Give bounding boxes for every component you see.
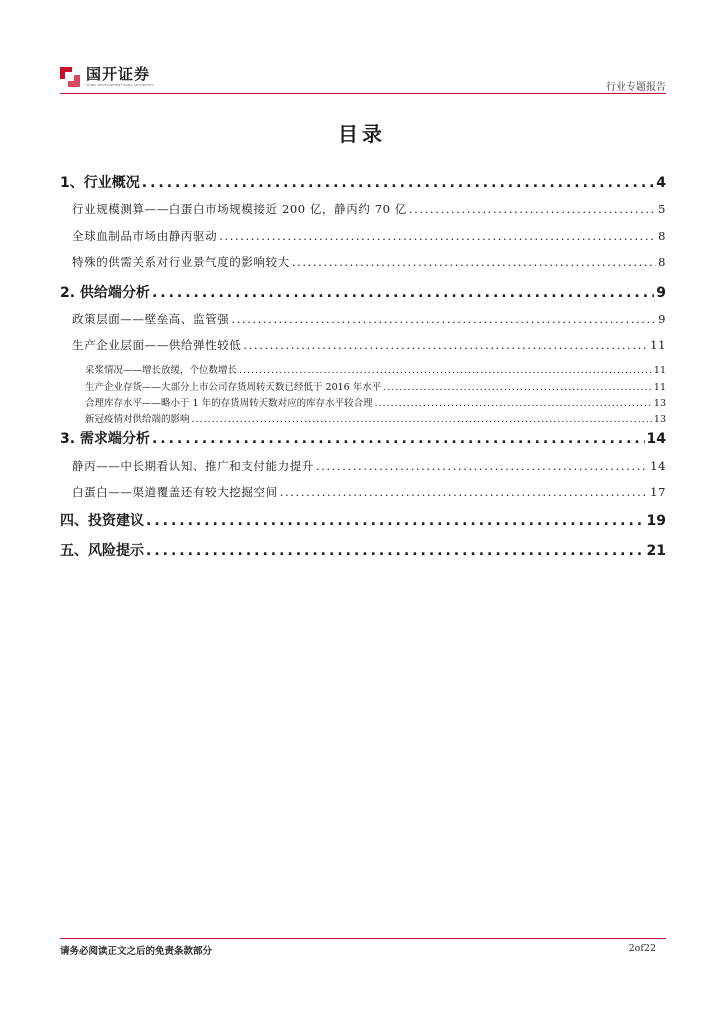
toc-entry-page: 13	[653, 414, 666, 425]
toc-entry-title: 静丙——中长期看认知、推广和支付能力提升	[72, 459, 314, 473]
toc-entry-level3[interactable]	[85, 411, 666, 425]
logo-english-name: CHINA DEVELOPMENT BANK SECURITIES	[86, 83, 154, 87]
toc-entry-title: 新冠疫情对供给端的影响	[85, 414, 190, 425]
toc-entry-page: 8	[658, 229, 666, 243]
toc-leader-dots	[280, 485, 648, 499]
toc-entry-page: 14	[646, 431, 666, 447]
toc-entry-page: 9	[656, 285, 666, 301]
report-type-label: 行业专题报告	[606, 82, 666, 93]
toc-entry-title: 生产企业存货——大部分上市公司存货周转天数已经低于 2016 年水平	[85, 382, 382, 393]
toc-entry-level1[interactable]	[60, 428, 666, 448]
toc-entry-page: 11	[653, 382, 666, 393]
toc-leader-dots	[239, 365, 652, 376]
footer-divider	[60, 938, 666, 939]
toc-entry-page: 14	[650, 459, 666, 473]
toc-leader-dots	[219, 229, 656, 243]
toc-entry-page: 9	[658, 312, 666, 326]
toc-entry-title: 采浆情况——增长放缓，个位数增长	[85, 365, 238, 376]
toc-entry-title: 白蛋白——渠道覆盖还有较大挖掘空间	[72, 485, 278, 499]
toc-entry-page: 19	[646, 513, 666, 529]
toc-entry-page: 4	[656, 175, 666, 191]
toc-entry-title: 2. 供给端分析	[60, 285, 150, 301]
toc-entry-page: 17	[650, 485, 666, 499]
toc-entry-title: 合理库存水平——略小于 1 年的存货周转天数对应的库存水平较合理	[85, 398, 373, 409]
toc-entry-level2[interactable]	[72, 458, 666, 474]
toc-entry-level2[interactable]	[72, 201, 666, 217]
page-footer	[60, 938, 666, 957]
toc-leader-dots	[146, 513, 645, 529]
toc-leader-dots	[316, 459, 648, 473]
company-logo	[60, 64, 153, 90]
disclaimer-note: 请务必阅读正文之后的免责条款部分	[60, 946, 213, 957]
toc-leader-dots	[292, 255, 656, 269]
toc-entry-level3[interactable]	[85, 395, 666, 409]
toc-entry-level1[interactable]	[60, 510, 666, 530]
toc-entry-level2[interactable]	[72, 254, 666, 270]
header-divider	[60, 93, 666, 94]
toc-entry-title: 四、投资建议	[60, 513, 144, 529]
toc-entry-title: 3. 需求端分析	[60, 431, 150, 447]
toc-entry-level2[interactable]	[72, 484, 666, 500]
toc-leader-dots	[192, 414, 652, 425]
toc-leader-dots	[375, 398, 652, 409]
toc-entry-title: 生产企业层面——供给弹性较低	[72, 338, 242, 352]
toc-entry-page: 5	[658, 202, 666, 216]
page-number: 2of22	[628, 943, 656, 954]
toc-leader-dots	[146, 543, 645, 559]
toc-entry-level2[interactable]	[72, 311, 666, 327]
toc-leader-dots	[383, 382, 652, 393]
toc-entry-level2[interactable]	[72, 228, 666, 244]
toc-entry-title: 五、风险提示	[60, 543, 144, 559]
toc-entry-level1[interactable]	[60, 172, 666, 192]
toc-leader-dots	[152, 431, 645, 447]
toc-entry-title: 1、行业概况	[60, 175, 140, 191]
toc-entry-page: 11	[653, 365, 666, 376]
toc-entry-page: 11	[650, 338, 666, 352]
toc-entry-level3[interactable]	[85, 362, 666, 376]
toc-entry-page: 13	[653, 398, 666, 409]
toc-leader-dots	[152, 285, 654, 301]
toc-entry-title: 特殊的供需关系对行业景气度的影响较大	[72, 255, 290, 269]
toc-entry-page: 8	[658, 255, 666, 269]
toc-entry-page: 21	[646, 543, 666, 559]
toc-entry-title: 政策层面——壁垒高、监管强	[72, 312, 230, 326]
logo-name: 国开证券	[86, 65, 151, 83]
toc-leader-dots	[231, 312, 656, 326]
toc-entry-level3[interactable]	[85, 379, 666, 393]
toc-entry-level1[interactable]	[60, 540, 666, 560]
page-header	[60, 62, 666, 94]
toc-title: 目录	[338, 122, 386, 146]
toc-entry-title: 全球血制品市场由静丙驱动	[72, 229, 218, 243]
toc-entry-level1[interactable]	[60, 282, 666, 302]
toc-entry-level2[interactable]	[72, 337, 666, 353]
toc-leader-dots	[243, 338, 648, 352]
logo-mark-icon	[60, 67, 80, 87]
toc-leader-dots	[409, 202, 656, 216]
toc-entry-title: 行业规模测算——白蛋白市场规模接近 200 亿，静丙约 70 亿	[72, 202, 407, 216]
toc-leader-dots	[142, 175, 655, 191]
